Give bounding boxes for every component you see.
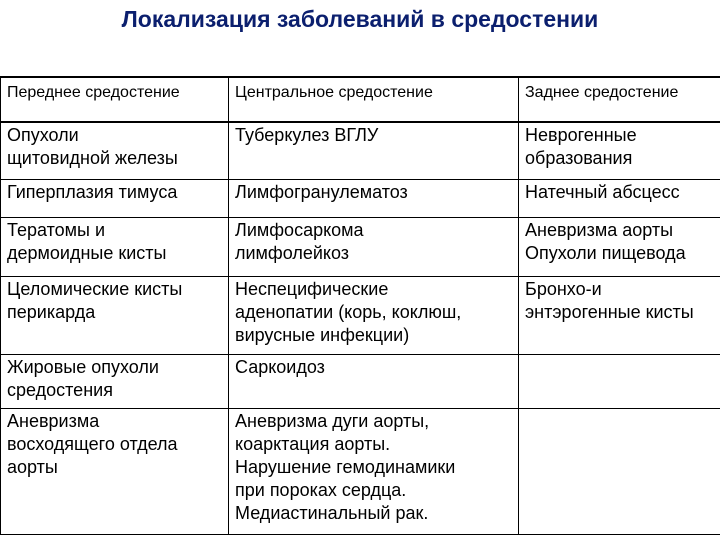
mediastinum-table bbox=[0, 76, 720, 535]
table-row bbox=[1, 179, 720, 217]
cell-line: аденопатии (корь, коклюш, bbox=[235, 301, 462, 322]
table-row bbox=[1, 276, 720, 354]
cell-line: Неврогенные bbox=[525, 125, 637, 145]
cell-line: коарктация аорты. bbox=[235, 433, 391, 454]
page-title: Локализация заболеваний в средостении bbox=[121, 6, 599, 32]
cell-line: при пороках сердца. bbox=[235, 479, 407, 500]
table-cell bbox=[1, 276, 229, 354]
table-cell bbox=[229, 217, 519, 276]
cell-line: перикарда bbox=[7, 301, 96, 322]
cell-line: Медиастинальный рак. bbox=[235, 502, 429, 523]
header-posterior: Заднее средостение bbox=[519, 77, 720, 122]
cell-line: дермоидные кисты bbox=[7, 242, 167, 263]
table-cell bbox=[1, 179, 229, 217]
cell-line: Лимфогранулематоз bbox=[235, 181, 408, 202]
table-row bbox=[1, 122, 720, 179]
cell-line: Опухоли bbox=[7, 125, 79, 145]
cell-line: Тератомы и bbox=[7, 219, 106, 240]
table-cell bbox=[1, 122, 229, 179]
cell-line: средостения bbox=[7, 379, 113, 400]
cell-line: Жировые опухоли bbox=[7, 356, 159, 377]
table-cell bbox=[1, 217, 229, 276]
table-cell bbox=[229, 354, 519, 408]
cell-line: Туберкулез ВГЛУ bbox=[235, 125, 379, 145]
table-cell bbox=[519, 122, 720, 179]
cell-line: Лимфосаркома bbox=[235, 219, 364, 240]
table-cell-empty bbox=[519, 354, 720, 408]
cell-line: образования bbox=[525, 148, 633, 168]
cell-line: Натечный абсцесс bbox=[525, 181, 680, 202]
header-anterior: Переднее средостение bbox=[1, 77, 229, 122]
table-row bbox=[1, 217, 720, 276]
cell-line: Аневризма bbox=[7, 410, 100, 431]
table-cell bbox=[229, 408, 519, 534]
table-cell bbox=[229, 179, 519, 217]
cell-line: вирусные инфекции) bbox=[235, 324, 410, 345]
cell-line: восходящего отдела bbox=[7, 433, 178, 454]
cell-line: Неспецифические bbox=[235, 278, 389, 299]
table-cell-empty bbox=[519, 408, 720, 534]
cell-line: Саркоидоз bbox=[235, 356, 325, 377]
table-cell bbox=[519, 179, 720, 217]
cell-line: щитовидной железы bbox=[7, 148, 178, 168]
cell-line: аорты bbox=[7, 456, 58, 477]
table-cell bbox=[229, 122, 519, 179]
cell-line: лимфолейкоз bbox=[235, 242, 350, 263]
cell-line: Аневризма аорты bbox=[525, 219, 674, 240]
table-cell bbox=[519, 276, 720, 354]
table-cell bbox=[519, 217, 720, 276]
table-row bbox=[1, 408, 720, 534]
header-row bbox=[1, 77, 720, 122]
table-cell bbox=[1, 354, 229, 408]
cell-line: Аневризма дуги аорты, bbox=[235, 410, 430, 431]
cell-line: энтэрогенные кисты bbox=[525, 301, 694, 322]
cell-line: Целомические кисты bbox=[7, 278, 183, 299]
table-row bbox=[1, 354, 720, 408]
cell-line: Бронхо-и bbox=[525, 278, 602, 299]
cell-line: Нарушение гемодинамики bbox=[235, 456, 456, 477]
header-central: Центральное средостение bbox=[229, 77, 519, 122]
table-cell bbox=[1, 408, 229, 534]
cell-line: Опухоли пищевода bbox=[525, 242, 686, 263]
cell-line: Гиперплазия тимуса bbox=[7, 181, 178, 202]
table-cell bbox=[229, 276, 519, 354]
